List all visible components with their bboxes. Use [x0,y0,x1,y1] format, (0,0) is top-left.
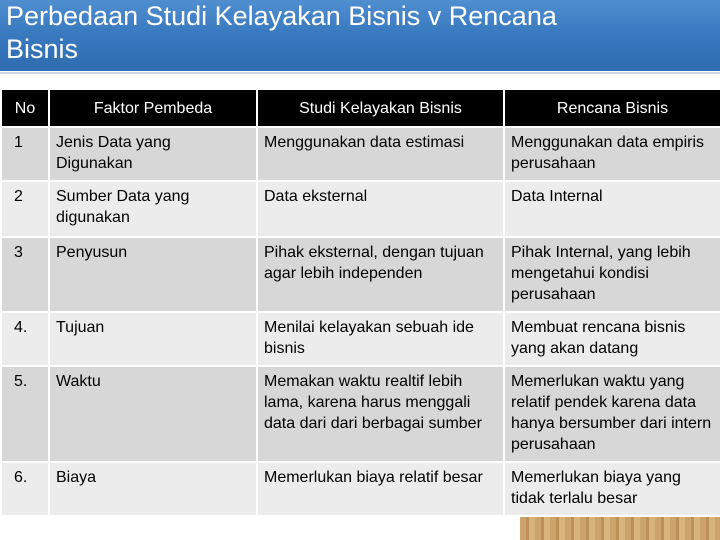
table-row [1,127,720,181]
cell-studi-kelayakan: Memerlukan biaya relatif besar [257,462,504,516]
header-no: No [1,89,49,127]
cell-faktor: Tujuan [49,312,257,366]
cell-no: 6. [1,462,49,516]
table-row [1,181,720,237]
cell-rencana-bisnis: Memerlukan biaya yang tidak terlalu besar [504,462,720,516]
cell-rencana-bisnis: Pihak Internal, yang lebih mengetahui kondisi perusahaan [504,237,720,312]
header-rencana-bisnis: Rencana Bisnis [504,89,720,127]
table-row [1,237,720,312]
cell-no: 3 [1,237,49,312]
cell-rencana-bisnis: Data Internal [504,181,720,237]
cell-faktor: Biaya [49,462,257,516]
cell-no: 1 [1,127,49,181]
cell-faktor: Penyusun [49,237,257,312]
cell-no: 2 [1,181,49,237]
header-studi-kelayakan: Studi Kelayakan Bisnis [257,89,504,127]
cell-studi-kelayakan: Data eksternal [257,181,504,237]
cell-faktor: Waktu [49,366,257,462]
cell-rencana-bisnis: Memerlukan waktu yang relatif pendek karena data hanya bersumber dari intern perusahaan [504,366,720,462]
cell-studi-kelayakan: Pihak eksternal, dengan tujuan agar lebih independen [257,237,504,312]
cell-faktor: Sumber Data yang digunakan [49,181,257,237]
cell-faktor: Jenis Data yang Digunakan [49,127,257,181]
cell-studi-kelayakan: Menggunakan data estimasi [257,127,504,181]
cell-no: 4. [1,312,49,366]
table-row [1,312,720,366]
title-bar [0,0,720,71]
slide-title: Perbedaan Studi Kelayakan Bisnis v Rencana Bisnis [6,1,557,64]
comparison-table [0,88,720,517]
table-row [1,462,720,516]
header-faktor-pembeda: Faktor Pembeda [49,89,257,127]
table-row [1,366,720,462]
cell-rencana-bisnis: Menggunakan data empiris perusahaan [504,127,720,181]
title-divider-line [0,72,720,74]
cell-no: 5. [1,366,49,462]
cell-studi-kelayakan: Memakan waktu realtif lebih lama, karena harus menggali data dari dari berbagai sumber [257,366,504,462]
cell-studi-kelayakan: Menilai kelayakan sebuah ide bisnis [257,312,504,366]
cell-rencana-bisnis: Membuat rencana bisnis yang akan datang [504,312,720,366]
table-header-row [1,89,720,127]
